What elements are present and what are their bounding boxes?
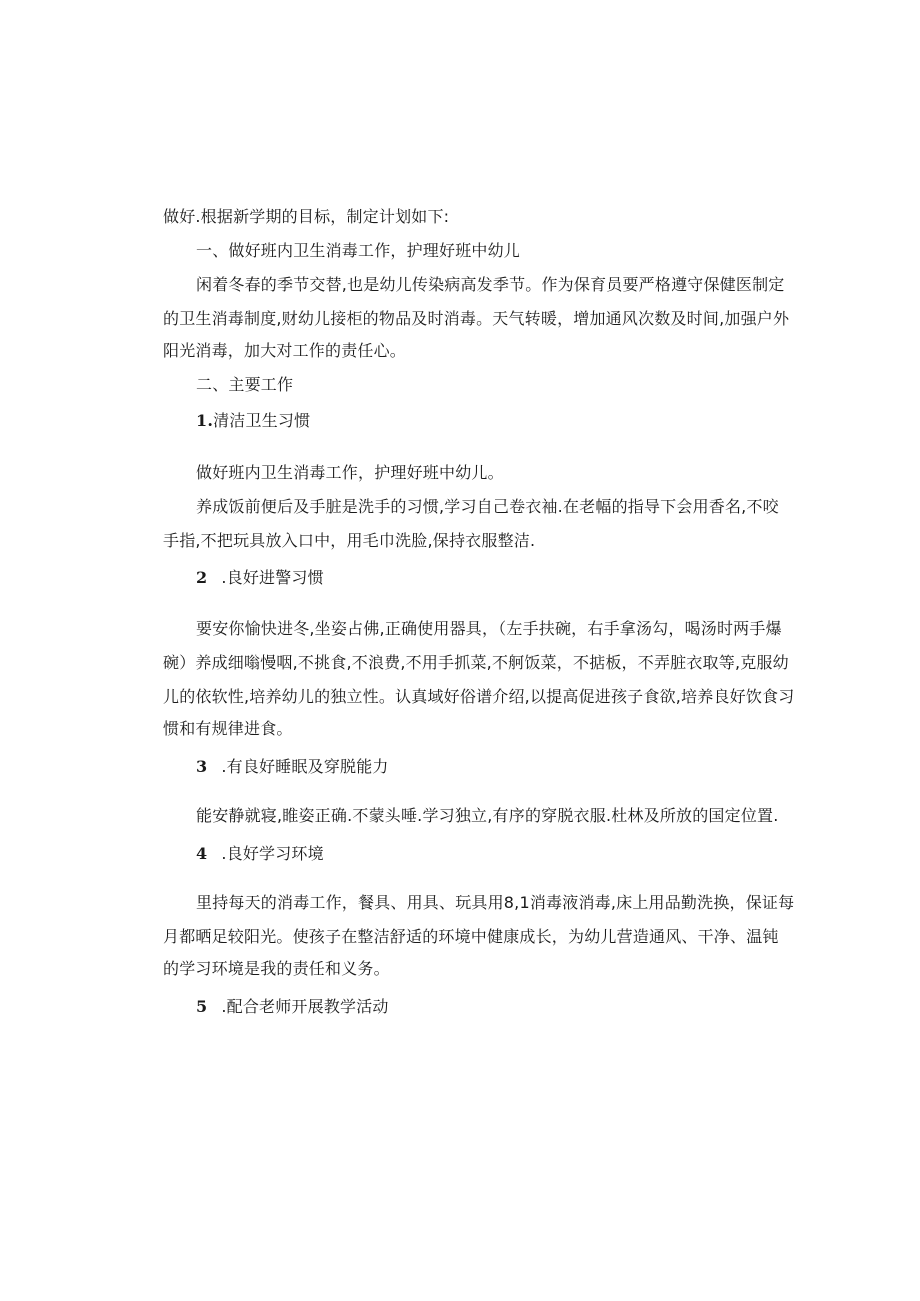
item-title: .良好学习环境	[221, 844, 324, 863]
item-4-paragraph-line: 月都晒足较阳光。使孩子在整洁舒适的环境中健康成长，为幼儿营造通风、干净、温钝	[163, 927, 779, 946]
item-2-paragraph-line: 碗）养成细嗡慢咽,不挑食,不浪费,不用手抓菜,不舸饭菜，不掂板，不弄脏衣取等,克服幼	[163, 653, 789, 672]
section1-paragraph-line: 的卫生消毒制度,财幼儿接柜的物品及时消毒。天气转暖，增加通风次数及时间,加强户外	[163, 309, 790, 328]
item-1-paragraph-line: 养成饭前便后及手脏是洗手的习惯,学习自己卷衣袖.在老幅的指导下会用香名,不咬	[196, 497, 779, 516]
item-1-paragraph-line: 做好班内卫生消毒工作，护理好班中幼儿。	[196, 463, 504, 482]
item-number: 1.	[196, 411, 214, 430]
item-4-paragraph-line: 的学习环境是我的责任和义务。	[163, 959, 390, 978]
intro-line: 做好.根据新学期的目标，制定计划如下:	[163, 207, 450, 226]
item-title: .配合老师开展教学活动	[221, 997, 389, 1016]
item-2-paragraph-line: 儿的依软性,培养幼儿的独立性。认真域好俗谱介绍,以提高促进孩子食欲,培养良好饮食习	[163, 687, 795, 706]
item-2-paragraph-line: 要安你愉快进冬,坐姿占佛,正确使用器具，（左手扶碗，右手拿汤勾，喝汤时两手爆	[196, 619, 782, 638]
item-5-heading	[196, 996, 389, 1018]
section2-heading: 二、主要工作	[196, 375, 294, 394]
item-title: 清洁卫生习惯	[213, 411, 311, 430]
item-3-paragraph-line: 能安静就寝,睢姿正确.不蒙头唾.学习独立,有序的穿脱衣服.杜林及所放的国定位置.	[196, 806, 779, 825]
item-4-heading	[196, 843, 324, 865]
item-3-heading	[196, 756, 389, 778]
section1-heading: 一、做好班内卫生消毒工作，护理好班中幼儿	[196, 241, 521, 260]
section1-paragraph-line: 阳光消毒，加大对工作的责任心。	[163, 341, 407, 360]
section1-paragraph-line: 闲着冬春的季节交替,也是幼儿传染病高发季节。作为保育员要严格遵守保健医制定	[196, 275, 785, 294]
item-2-paragraph-line: 惯和有规律进食。	[163, 719, 293, 738]
item-number: 4	[196, 844, 208, 863]
item-number: 3	[196, 757, 208, 776]
item-2-heading	[196, 567, 324, 589]
item-number: 5	[196, 997, 208, 1016]
item-4-paragraph-line: 里持每天的消毒工作，餐具、用具、玩具用8,1消毒液消毒,床上用品勤洗换，保证每	[196, 893, 795, 912]
item-1-heading	[196, 410, 310, 432]
item-1-paragraph-line: 手指,不把玩具放入口中，用毛巾洗脸,保持衣服整洁.	[163, 531, 536, 550]
item-number: 2	[196, 568, 208, 587]
item-title: .有良好睡眠及穿脱能力	[221, 757, 389, 776]
item-title: .良好进警习惯	[221, 568, 324, 587]
